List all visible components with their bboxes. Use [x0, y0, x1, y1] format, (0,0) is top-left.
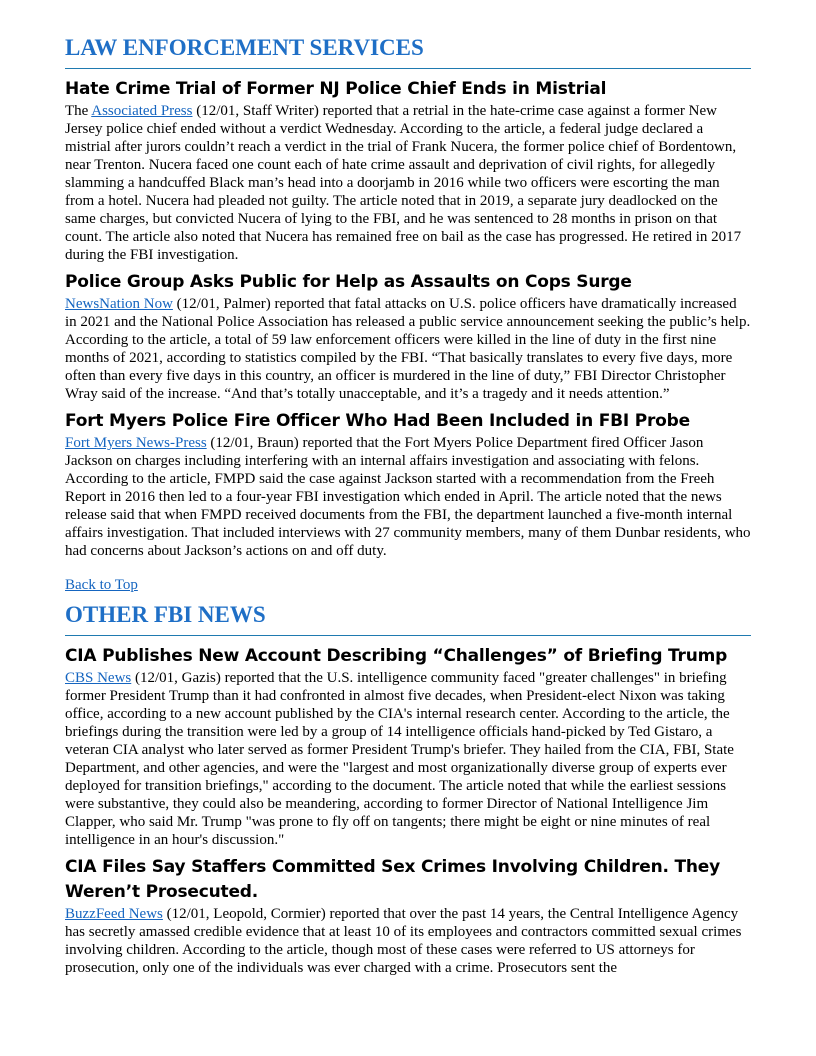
- article-body: [65, 669, 751, 849]
- source-link-fort-myers-news-press[interactable]: Fort Myers News-Press: [65, 435, 207, 451]
- article-fort-myers-police: [65, 409, 751, 560]
- source-link-associated-press[interactable]: Associated Press: [91, 103, 193, 119]
- article-body: [65, 434, 751, 560]
- article-headline: CIA Files Say Staffers Committed Sex Crimes Involving Children. They Weren’t Prosecuted.: [65, 857, 721, 902]
- article-text: (12/01, Palmer) reported that fatal attacks on U.S. police officers have dramatically increased in 2021 and the National Police Association has released a public service announcement seeking the public’s help. According to the article, a total of 59 law enforcement officers were killed in the line of duty in the first nine months of 2021, according to statistics compiled by the FBI. “That basically translates to every five days, more often than every five days in this country, an officer is murdered in the line of duty,” FBI Director Christopher Wray said of the increase. “And that’s totally unacceptable, and it’s a tragedy and it needs attention.”: [65, 296, 751, 402]
- article-headline: CIA Publishes New Account Describing “Challenges” of Briefing Trump: [65, 646, 728, 666]
- article-cia-briefing-trump: [65, 644, 751, 849]
- section-title-law-enforcement: LAW ENFORCEMENT SERVICES: [65, 33, 751, 69]
- article-police-group: [65, 270, 751, 403]
- article-body: [65, 102, 751, 264]
- article-headline: Police Group Asks Public for Help as Assaults on Cops Surge: [65, 272, 632, 292]
- article-prefix: The: [65, 103, 92, 119]
- newsletter-content: [65, 33, 751, 977]
- article-text: (12/01, Braun) reported that the Fort Myers Police Department fired Officer Jason Jackson on charges including interfering with an internal affairs investigation and associating with felons. According to the article, FMPD said the case against Jackson started with a recommendation from the Freeh Report in 2016 then led to a four-year FBI investigation which ended in April. The article noted that the news release said that when FMPD received documents from the FBI, the department launched a five-month internal affairs investigation. That included interviews with 27 community members, many of them Dunbar residents, who had concerns about Jackson’s actions on and off duty.: [65, 435, 751, 559]
- article-cia-files: [65, 855, 751, 977]
- article-hate-crime-trial: [65, 77, 751, 264]
- article-headline: Hate Crime Trial of Former NJ Police Chief Ends in Mistrial: [65, 79, 607, 99]
- source-link-newsnation-now[interactable]: NewsNation Now: [65, 296, 173, 312]
- back-to-top-row: [65, 576, 751, 594]
- back-to-top-link[interactable]: Back to Top: [65, 577, 138, 593]
- section-title-other-fbi-news: OTHER FBI NEWS: [65, 600, 751, 636]
- source-link-cbs-news[interactable]: CBS News: [65, 670, 132, 686]
- article-text: (12/01, Staff Writer) reported that a retrial in the hate-crime case against a former New Jersey police chief ended without a verdict Wednesday. According to the article, a federal judge declared a mistrial after jurors couldn’t reach a verdict in the trial of Frank Nucera, the former police chief of Bordentown, near Trenton. Nucera faced one count each of hate crime assault and deprivation of civil rights, for allegedly slamming a handcuffed Black man’s head into a doorjamb in 2016 while two officers were escorting the man from a hotel. Nucera had pleaded not guilty. The article noted that in 2019, a separate jury deadlocked on the same charges, but convicted Nucera of lying to the FBI, and he was sentenced to 28 months in prison on that count. The article also noted that Nucera has remained free on bail as the case has progressed. He retired in 2017 during the FBI investigation.: [65, 103, 742, 263]
- article-body: [65, 905, 751, 977]
- article-body: [65, 295, 751, 403]
- article-headline: Fort Myers Police Fire Officer Who Had Been Included in FBI Probe: [65, 411, 690, 431]
- source-link-buzzfeed-news[interactable]: BuzzFeed News: [65, 906, 163, 922]
- article-text: (12/01, Gazis) reported that the U.S. intelligence community faced "greater challenges" in briefing former President Trump than it had confronted in almost five decades, when President-elect Nixon was taking office, according to a new account published by the CIA's internal research center. According to the article, the briefings during the transition were led by a group of 14 intelligence officials hand-picked by Ted Gistaro, a veteran CIA analyst who later served as former President Trump's briefer. They hailed from the CIA, FBI, State Department, and other agencies, and were the "largest and most organizationally diverse group of experts ever deployed for transition briefings," according to the document. The article noted that while the earliest sessions were substantive, they could also be meandering, according to former Director of National Intelligence Jim Clapper, who said Mr. Trump "was prone to fly off on tangents; there might be eight or nine minutes of real intelligence in an hour's discussion.": [65, 670, 734, 848]
- article-text: (12/01, Leopold, Cormier) reported that over the past 14 years, the Central Intelligence Agency has secretly amassed credible evidence that at least 10 of its employees and contractors committed sexual crimes involving children. According to the article, though most of these cases were referred to US attorneys for prosecution, only one of the individuals was ever charged with a crime. Prosecutors sent the: [65, 906, 742, 976]
